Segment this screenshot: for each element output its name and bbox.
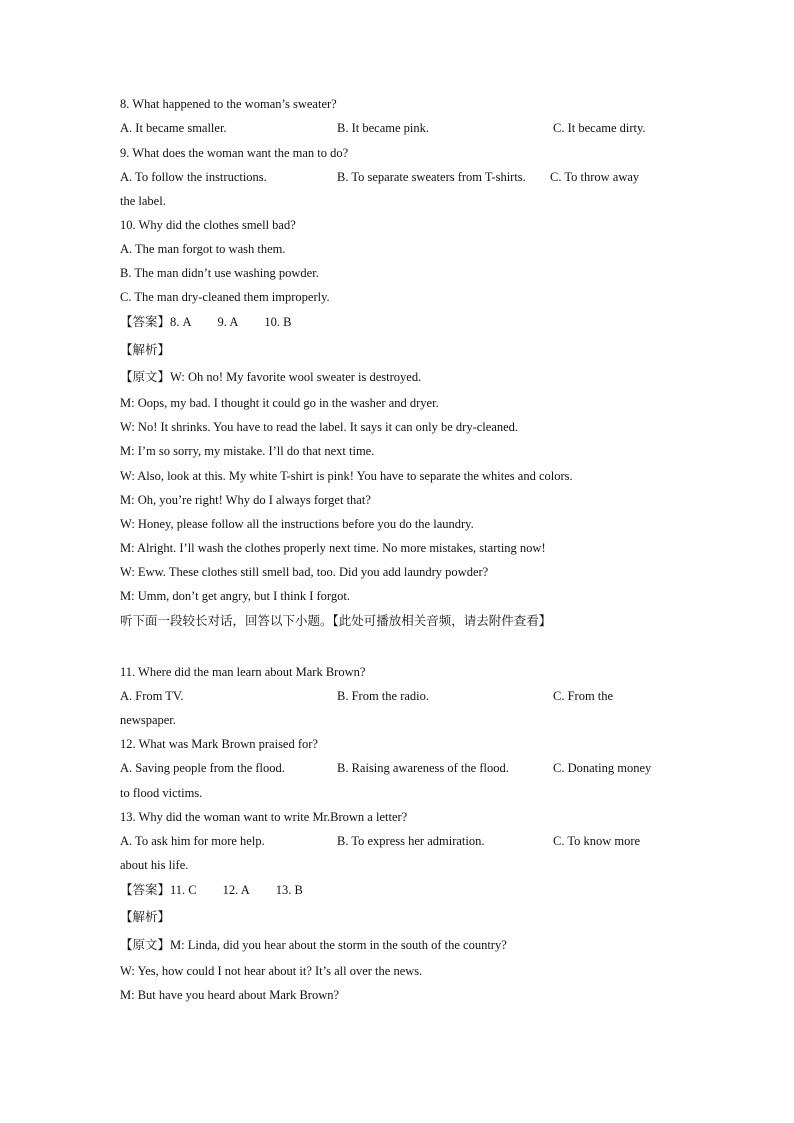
transcript-line: 【原文】M: Linda, did you hear about the storm in the south of the country? [120, 937, 507, 952]
answer-13: 13. B [275, 883, 303, 897]
q9-option-c: C. To throw away [550, 170, 640, 184]
q8-option-c: C. It became dirty. [553, 121, 646, 135]
q11-option-c: C. From the [553, 689, 614, 703]
q9-option-c-cont: the label. [120, 194, 166, 208]
transcript-tag: 【原文】 [120, 937, 171, 952]
q13-option-b: B. To express her admiration. [337, 834, 485, 848]
answer-line-2 [120, 882, 303, 898]
analysis-tag: 【解析】 [120, 909, 171, 924]
transcript-line: M: Umm, don’t get angry, but I think I forgot. [120, 589, 350, 603]
answer-line-1 [120, 314, 291, 330]
q11-option-b: B. From the radio. [337, 689, 430, 703]
answer-tag: 【答案】 [120, 882, 171, 897]
transcript-line: M: I’m so sorry, my mistake. I’ll do that next time. [120, 444, 375, 458]
q12-option-b: B. Raising awareness of the flood. [337, 761, 509, 775]
question-12: 12. What was Mark Brown praised for? [120, 737, 318, 751]
transcript-line: M: Alright. I’ll wash the clothes properly next time. No more mistakes, starting now! [120, 541, 546, 555]
transcript-line: W: No! It shrinks. You have to read the label. It says it can only be dry-cleaned. [120, 420, 519, 434]
transcript-line: W: Yes, how could I not hear about it? It’s all over the news. [120, 964, 423, 978]
q10-option-c: C. The man dry-cleaned them improperly. [120, 290, 330, 304]
q8-option-a: A. It became smaller. [120, 121, 227, 135]
q10-option-a: A. The man forgot to wash them. [120, 242, 286, 256]
q12-option-c: C. Donating money [553, 761, 652, 775]
question-9: 9. What does the woman want the man to do? [120, 146, 349, 160]
transcript-line: W: Eww. These clothes still smell bad, too. Did you add laundry powder? [120, 565, 489, 579]
transcript-line: M: But have you heard about Mark Brown? [120, 988, 340, 1002]
answer-10: 10. B [264, 315, 292, 329]
transcript-line: W: Also, look at this. My white T-shirt is pink! You have to separate the whites and colors. [120, 469, 573, 483]
transcript-line: 【原文】W: Oh no! My favorite wool sweater is destroyed. [120, 369, 422, 384]
answer-8: 8. A [170, 315, 192, 329]
q13-option-c: C. To know more [553, 834, 641, 848]
question-11: 11. Where did the man learn about Mark Brown? [120, 665, 366, 679]
q11-option-a: A. From TV. [120, 689, 184, 703]
q9-option-a: A. To follow the instructions. [120, 170, 267, 184]
transcript-line: M: Oops, my bad. I thought it could go in the washer and dryer. [120, 396, 439, 410]
q12-option-a: A. Saving people from the flood. [120, 761, 285, 775]
analysis-tag: 【解析】 [120, 342, 171, 357]
q8-option-b: B. It became pink. [337, 121, 429, 135]
question-13: 13. Why did the woman want to write Mr.Brown a letter? [120, 810, 408, 824]
transcript-line: W: Honey, please follow all the instructions before you do the laundry. [120, 517, 474, 531]
q13-option-c-cont: about his life. [120, 858, 189, 872]
q12-option-c-cont: to flood victims. [120, 786, 203, 800]
question-8: 8. What happened to the woman’s sweater? [120, 97, 337, 111]
answer-9: 9. A [217, 315, 239, 329]
q9-option-b: B. To separate sweaters from T-shirts. [337, 170, 526, 184]
q13-option-a: A. To ask him for more help. [120, 834, 265, 848]
answer-tag: 【答案】 [120, 314, 171, 329]
q10-option-b: B. The man didn’t use washing powder. [120, 266, 319, 280]
transcript-tag: 【原文】 [120, 369, 171, 384]
q11-option-c-cont: newspaper. [120, 713, 176, 727]
answer-12: 12. A [222, 883, 250, 897]
listening-instruction: 听下面一段较长对话，回答以下小题。【此处可播放相关音频，请去附件查看】 [120, 613, 552, 628]
answer-11: 11. C [170, 883, 197, 897]
transcript-line: M: Oh, you’re right! Why do I always forget that? [120, 493, 371, 507]
question-10: 10. Why did the clothes smell bad? [120, 218, 296, 232]
